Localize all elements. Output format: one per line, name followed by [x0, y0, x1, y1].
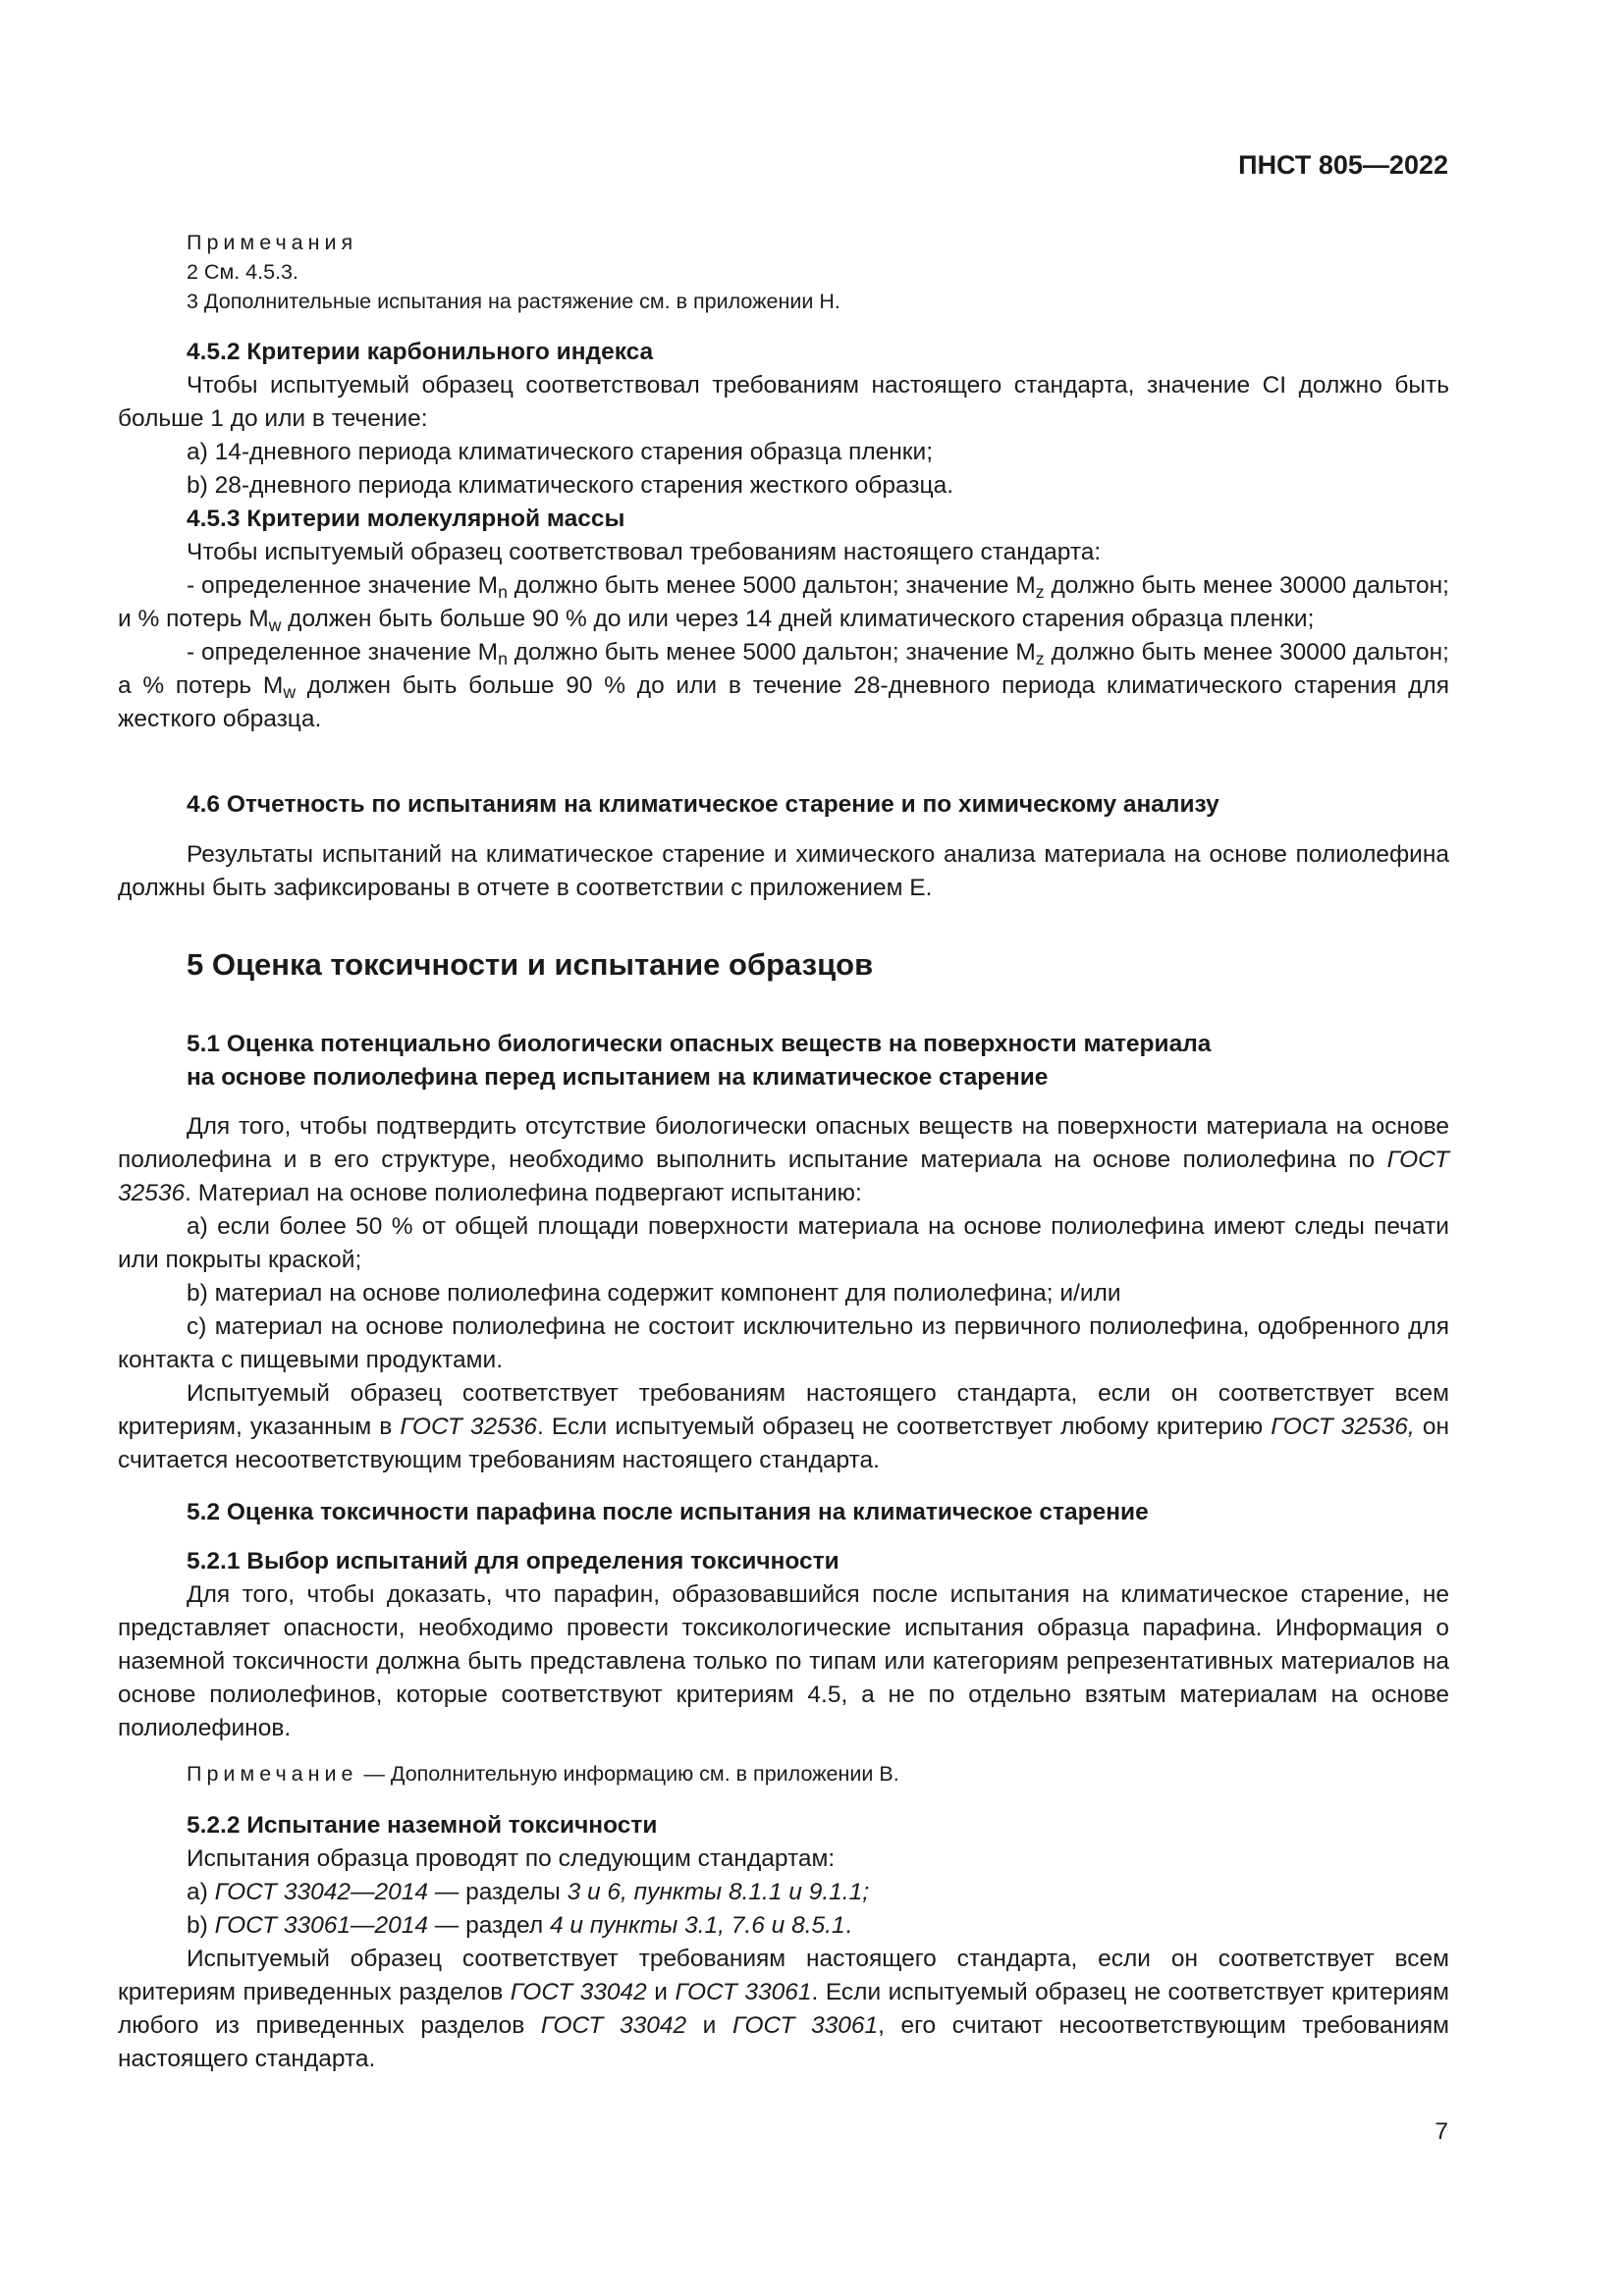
list-item: - определенное значение $M_n$ должно быть менее 5000 дальтон; значение $M_z$ должно быть менее 30000 дальтон; а % потерь $M_w$ должен быть больше 90 % до или в течение 28-дневного периода климатического старения для жесткого образца. — [118, 639, 1449, 732]
section-5 — [118, 944, 1449, 986]
paragraph: Для того, чтобы подтвердить отсутствие биологически опасных веществ на поверхности материала на основе полиолефина и в его структуре, необходимо выполнить испытание материала на основе полиолефина по ГОСТ 32536. Материал на основе полиолефина подвергают испытанию: — [118, 1113, 1449, 1206]
page-number: 7 — [1435, 2118, 1448, 2145]
section-heading-line: 5.1 Оценка потенциально биологически опасных веществ на поверхности материала — [187, 1031, 1212, 1057]
section-heading: 4.5.3 Критерии молекулярной массы — [187, 506, 625, 532]
section-heading: 5.2.1 Выбор испытаний для определения токсичности — [187, 1548, 839, 1575]
paragraph: Результаты испытаний на климатическое старение и химического анализа материала на основе полиолефина должны быть зафиксированы в отчете в соответствии с приложением Е. — [118, 841, 1449, 901]
document-code: ПНСТ 805—2022 — [1238, 150, 1448, 180]
section-4-5-3 — [118, 503, 1449, 736]
chapter-heading: 5 Оценка токсичности и испытание образцов — [187, 947, 874, 982]
notes-top — [118, 228, 1449, 316]
section-5-1-heading — [118, 1028, 1449, 1095]
note-5-2-1 — [118, 1759, 1449, 1789]
paragraph: Испытуемый образец соответствует требованиям настоящего стандарта, если он соответствует всем критериям приведенных разделов ГОСТ 33042 и ГОСТ 33061. Если испытуемый образец не соответствует критериям любого из приведенных разделов ГОСТ 33042 и ГОСТ 33061, его считают несоответствующим требованиям настоящего стандарта. — [118, 1946, 1449, 2072]
list-item: с) материал на основе полиолефина не состоит исключительно из первичного полиолефина, одобренного для контакта с пищевыми продуктами. — [118, 1313, 1449, 1373]
paragraph: Чтобы испытуемый образец соответствовал требованиям настоящего стандарта, значение CI должно быть больше 1 до или в течение: — [118, 372, 1449, 432]
section-5-2-1 — [118, 1545, 1449, 1745]
section-4-6 — [118, 788, 1449, 822]
list-item: а) ГОСТ 33042—2014 — разделы 3 и 6, пункты 8.1.1 и 9.1.1; — [187, 1879, 869, 1905]
section-4-6-text — [118, 838, 1449, 905]
section-5-2-2 — [118, 1809, 1449, 2076]
section-5-2 — [118, 1496, 1449, 1529]
section-heading: 5.2 Оценка токсичности парафина после испытания на климатическое старение — [187, 1499, 1149, 1525]
section-5-1-body — [118, 1110, 1449, 1477]
note-item: 3 Дополнительные испытания на растяжение см. в приложении Н. — [187, 290, 840, 313]
note: Примечание — Дополнительную информацию см. в приложении В. — [187, 1762, 899, 1786]
note-item: 2 См. 4.5.3. — [187, 260, 298, 284]
list-item: b) ГОСТ 33061—2014 — раздел 4 и пункты 3.1, 7.6 и 8.5.1. — [187, 1912, 852, 1939]
notes-title: Примечания — [187, 231, 358, 254]
paragraph: Испытуемый образец соответствует требованиям настоящего стандарта, если он соответствует всем критериям, указанным в ГОСТ 32536. Если испытуемый образец не соответствует любому критерию ГОСТ 32536, он считается несоответствующим требованиям настоящего стандарта. — [118, 1380, 1449, 1473]
paragraph: Испытания образца проводят по следующим стандартам: — [187, 1845, 836, 1872]
list-item: b) 28-дневного периода климатического старения жесткого образца. — [187, 472, 954, 499]
section-heading: 4.5.2 Критерии карбонильного индекса — [187, 339, 654, 365]
paragraph: Для того, чтобы доказать, что парафин, образовавшийся после испытания на климатическое старение, не представляет опасности, необходимо провести токсикологические испытания образца парафина. Информация о наземной токсичности должна быть представлена только по типам или категориям репрезентативных материалов на основе полиолефинов, которые соответствуют критериям 4.5, а не по отдельно взятым материалам на основе полиолефинов. — [118, 1581, 1449, 1741]
list-item: - определенное значение $M_n$ должно быть менее 5000 дальтон; значение $M_z$ должно быть менее 30000 дальтон; и % потерь $M_w$ должен быть больше 90 % до или через 14 дней климатического старения образца пленки; — [118, 572, 1449, 635]
section-heading-line: на основе полиолефина перед испытанием на климатическое старение — [187, 1064, 1049, 1091]
paragraph: Чтобы испытуемый образец соответствовал требованиям настоящего стандарта: — [187, 539, 1102, 565]
list-item: b) материал на основе полиолефина содержит компонент для полиолефина; и/или — [187, 1280, 1121, 1307]
section-4-5-2 — [118, 336, 1449, 503]
list-item: а) 14-дневного периода климатического старения образца пленки; — [187, 439, 934, 465]
list-item: а) если более 50 % от общей площади поверхности материала на основе полиолефина имеют следы печати или покрыты краской; — [118, 1213, 1449, 1273]
section-heading: 5.2.2 Испытание наземной токсичности — [187, 1812, 658, 1839]
section-heading: 4.6 Отчетность по испытаниям на климатическое старение и по химическому анализу — [187, 791, 1219, 818]
